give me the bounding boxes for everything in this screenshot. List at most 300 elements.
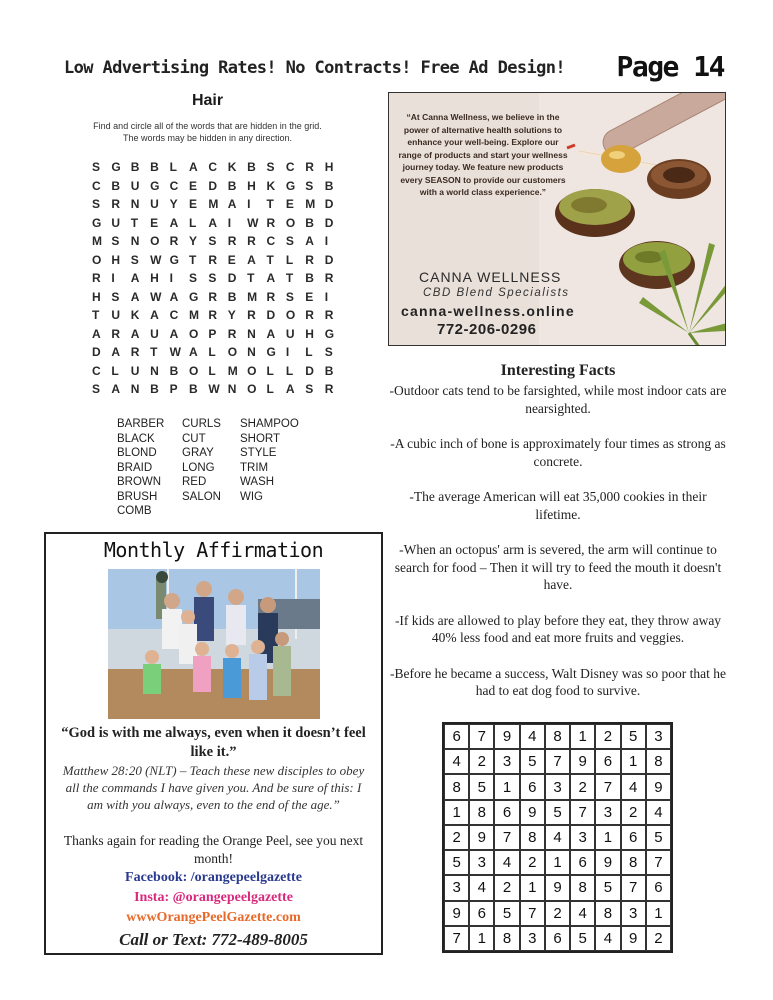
grid-letter[interactable]: O bbox=[247, 363, 257, 378]
grid-letter[interactable]: T bbox=[92, 308, 100, 322]
grid-letter[interactable]: D bbox=[324, 252, 334, 267]
word-search-word-list bbox=[117, 417, 299, 519]
grid-letter[interactable]: A bbox=[266, 271, 276, 285]
sudoku-cell[interactable]: 7 bbox=[646, 850, 671, 875]
sudoku-cell[interactable]: 7 bbox=[621, 875, 646, 900]
sudoku-cell[interactable]: 2 bbox=[520, 850, 545, 875]
grid-letter[interactable]: L bbox=[208, 363, 216, 378]
grid-letter[interactable]: O bbox=[150, 234, 160, 248]
grid-letter[interactable]: H bbox=[111, 252, 121, 267]
sudoku-cell[interactable]: 1 bbox=[494, 774, 519, 799]
word-list-item: BRAID bbox=[117, 461, 153, 474]
grid-letter[interactable]: A bbox=[188, 160, 198, 174]
grid-letter[interactable]: W bbox=[150, 289, 162, 304]
grid-letter[interactable]: O bbox=[285, 308, 296, 322]
word-list-item: RED bbox=[182, 476, 207, 488]
grid-letter[interactable]: B bbox=[305, 271, 314, 285]
grid-letter[interactable]: T bbox=[266, 252, 274, 267]
grid-letter[interactable]: N bbox=[247, 345, 256, 359]
grid-letter[interactable]: P bbox=[169, 382, 178, 396]
grid-letter[interactable]: E bbox=[188, 178, 197, 193]
grid-letter[interactable]: R bbox=[208, 308, 218, 322]
grid-letter[interactable]: R bbox=[227, 326, 237, 341]
fact-item: -Outdoor cats tend to be farsighted, while most indoor cats are nearsighted. bbox=[389, 383, 727, 416]
grid-letter[interactable]: I bbox=[227, 215, 232, 230]
affirmation-verse: Matthew 28:20 (NLT) – Teach these new disciples to obey all the commands I have given you. And be sure of this: I am with you always, even to the end of the age.” bbox=[62, 763, 365, 812]
sudoku-cell[interactable]: 9 bbox=[570, 749, 595, 774]
sudoku-cell[interactable]: 6 bbox=[520, 774, 545, 799]
grid-letter[interactable]: G bbox=[150, 178, 160, 193]
grid-row bbox=[92, 308, 344, 327]
grid-letter[interactable]: D bbox=[227, 271, 237, 285]
grid-letter[interactable]: R bbox=[324, 382, 334, 396]
grid-row bbox=[92, 160, 344, 179]
sudoku-cell[interactable]: 5 bbox=[545, 800, 570, 825]
fact-item: -Before he became a success, Walt Disney was so poor that he had to eat dog food to survive. bbox=[389, 665, 727, 698]
sudoku-cell[interactable]: 2 bbox=[469, 749, 494, 774]
grid-letter[interactable]: R bbox=[324, 308, 334, 322]
grid-letter[interactable]: K bbox=[130, 308, 140, 322]
grid-letter[interactable]: S bbox=[92, 197, 101, 211]
sudoku-cell[interactable]: 5 bbox=[444, 850, 469, 875]
grid-letter[interactable]: O bbox=[247, 382, 257, 396]
grid-letter[interactable]: O bbox=[188, 326, 199, 341]
grid-letter[interactable]: S bbox=[111, 289, 120, 304]
word-list-column-2 bbox=[182, 417, 240, 519]
grid-letter[interactable]: A bbox=[266, 326, 276, 341]
grid-letter[interactable]: S bbox=[188, 271, 197, 285]
call-or-text: Call or Text: 772-489-8005 bbox=[119, 930, 308, 949]
grid-letter[interactable]: G bbox=[324, 326, 335, 341]
sudoku-cell[interactable]: 8 bbox=[646, 749, 671, 774]
grid-letter[interactable]: W bbox=[247, 215, 259, 230]
grid-letter[interactable]: B bbox=[324, 363, 334, 378]
sudoku-cell[interactable]: 4 bbox=[570, 901, 595, 926]
sudoku-cell[interactable]: 8 bbox=[494, 926, 519, 951]
grid-letter[interactable]: T bbox=[285, 271, 294, 285]
grid-letter[interactable]: M bbox=[305, 197, 316, 211]
sudoku-cell[interactable]: 7 bbox=[444, 926, 469, 951]
grid-letter[interactable]: C bbox=[266, 234, 276, 248]
grid-letter[interactable]: B bbox=[150, 160, 159, 174]
grid-letter[interactable]: U bbox=[130, 178, 140, 193]
grid-letter[interactable]: S bbox=[208, 234, 217, 248]
sudoku-cell[interactable]: 7 bbox=[520, 901, 545, 926]
fact-item: -If kids are allowed to play before they eat, they throw away 40% less food and eat more fruits and veggies. bbox=[394, 612, 722, 645]
grid-letter[interactable]: A bbox=[247, 252, 256, 267]
sudoku-cell[interactable]: 2 bbox=[494, 875, 519, 900]
grid-letter[interactable]: S bbox=[285, 234, 294, 248]
family-photo bbox=[108, 569, 320, 719]
sudoku-cell[interactable]: 7 bbox=[595, 774, 620, 799]
sudoku-cell[interactable]: 2 bbox=[646, 926, 671, 951]
grid-letter[interactable]: B bbox=[227, 178, 237, 193]
sudoku-cell[interactable]: 4 bbox=[494, 850, 519, 875]
grid-letter[interactable]: L bbox=[188, 215, 197, 230]
grid-letter[interactable]: O bbox=[188, 363, 199, 378]
website-link[interactable]: wwwOrangePeelGazette.com bbox=[126, 910, 301, 925]
grid-letter[interactable]: R bbox=[247, 308, 256, 322]
word-list-item: SHAMPOO bbox=[240, 418, 299, 430]
sudoku-cell[interactable]: 3 bbox=[595, 800, 620, 825]
grid-letter[interactable]: M bbox=[227, 363, 238, 378]
sudoku-cell[interactable]: 1 bbox=[545, 850, 570, 875]
sudoku-cell[interactable]: 2 bbox=[545, 901, 570, 926]
word-list-item: CURLS bbox=[182, 418, 221, 430]
grid-letter[interactable]: S bbox=[305, 382, 314, 396]
grid-letter[interactable]: L bbox=[305, 345, 313, 359]
grid-letter[interactable]: N bbox=[227, 382, 237, 396]
sudoku-cell[interactable]: 8 bbox=[621, 850, 646, 875]
grid-letter[interactable]: B bbox=[130, 160, 140, 174]
grid-letter[interactable]: S bbox=[266, 160, 275, 174]
grid-letter[interactable]: S bbox=[92, 382, 101, 396]
grid-letter[interactable]: H bbox=[150, 271, 159, 285]
grid-letter[interactable]: S bbox=[92, 160, 101, 174]
sudoku-cell[interactable]: 3 bbox=[520, 926, 545, 951]
sudoku-cell[interactable]: 6 bbox=[621, 825, 646, 850]
grid-letter[interactable]: T bbox=[130, 215, 139, 230]
grid-letter[interactable]: S bbox=[305, 178, 314, 193]
grid-letter[interactable]: R bbox=[305, 160, 314, 174]
sudoku-cell[interactable]: 4 bbox=[444, 749, 469, 774]
sudoku-cell[interactable]: 8 bbox=[520, 825, 545, 850]
grid-letter[interactable]: N bbox=[130, 234, 140, 248]
grid-letter[interactable]: H bbox=[247, 178, 256, 193]
grid-letter[interactable]: B bbox=[188, 382, 198, 396]
sudoku-cell[interactable]: 9 bbox=[545, 875, 570, 900]
sudoku-cell[interactable]: 5 bbox=[520, 749, 545, 774]
grid-letter[interactable]: C bbox=[285, 160, 295, 174]
grid-letter[interactable]: N bbox=[130, 382, 140, 396]
grid-letter[interactable]: C bbox=[169, 178, 179, 193]
grid-letter[interactable]: L bbox=[285, 252, 294, 267]
grid-letter[interactable]: L bbox=[111, 363, 119, 378]
grid-letter[interactable]: N bbox=[247, 326, 256, 341]
sudoku-cell[interactable]: 4 bbox=[469, 875, 494, 900]
grid-letter[interactable]: O bbox=[92, 252, 102, 267]
sudoku-cell[interactable]: 8 bbox=[545, 724, 570, 749]
grid-letter[interactable]: M bbox=[188, 308, 199, 322]
word-search-title: Hair bbox=[191, 92, 224, 109]
sudoku-cell[interactable]: 2 bbox=[570, 774, 595, 799]
grid-letter[interactable]: E bbox=[227, 252, 236, 267]
sudoku-cell[interactable]: 8 bbox=[469, 800, 494, 825]
word-list-item: COMB bbox=[117, 505, 152, 517]
sudoku-cell[interactable]: 9 bbox=[595, 850, 620, 875]
sudoku-cell[interactable]: 1 bbox=[570, 724, 595, 749]
sudoku-cell[interactable]: 9 bbox=[469, 825, 494, 850]
grid-letter[interactable]: S bbox=[285, 289, 294, 304]
grid-letter[interactable]: L bbox=[208, 345, 216, 359]
grid-letter[interactable]: I bbox=[324, 289, 329, 304]
grid-letter[interactable]: R bbox=[227, 234, 237, 248]
sudoku-cell[interactable]: 5 bbox=[469, 774, 494, 799]
grid-letter[interactable]: R bbox=[266, 289, 276, 304]
word-list-item: SHORT bbox=[240, 432, 281, 445]
grid-letter[interactable]: H bbox=[92, 289, 101, 304]
affirmation-title: Monthly Affirmation bbox=[103, 538, 324, 562]
grid-letter[interactable]: U bbox=[150, 326, 159, 341]
grid-letter[interactable]: U bbox=[150, 197, 159, 211]
sudoku-cell[interactable]: 3 bbox=[621, 901, 646, 926]
grid-letter[interactable]: R bbox=[266, 215, 276, 230]
sudoku-cell[interactable]: 6 bbox=[545, 926, 570, 951]
grid-row bbox=[92, 216, 344, 235]
grid-letter[interactable]: S bbox=[324, 345, 333, 359]
grid-letter[interactable]: E bbox=[150, 215, 159, 230]
grid-letter[interactable]: N bbox=[150, 363, 159, 378]
sudoku-cell[interactable]: 4 bbox=[520, 724, 545, 749]
grid-letter[interactable]: O bbox=[227, 345, 238, 359]
grid-letter[interactable]: U bbox=[285, 326, 295, 341]
grid-letter[interactable]: R bbox=[111, 326, 121, 341]
grid-letter[interactable]: W bbox=[169, 345, 181, 359]
sudoku-cell[interactable]: 1 bbox=[520, 875, 545, 900]
grid-letter[interactable]: C bbox=[169, 308, 179, 322]
grid-letter[interactable]: D bbox=[324, 215, 334, 230]
grid-letter[interactable]: R bbox=[208, 252, 218, 267]
grid-letter[interactable]: G bbox=[92, 215, 102, 230]
grid-letter[interactable]: R bbox=[208, 289, 218, 304]
grid-letter[interactable]: A bbox=[130, 326, 140, 341]
grid-letter[interactable]: M bbox=[92, 234, 102, 248]
grid-letter[interactable]: L bbox=[169, 160, 177, 174]
grid-letter[interactable]: K bbox=[266, 178, 276, 193]
grid-letter[interactable]: S bbox=[208, 271, 217, 285]
grid-letter[interactable]: K bbox=[227, 160, 237, 174]
grid-letter[interactable]: A bbox=[227, 197, 237, 211]
sudoku-cell[interactable]: 1 bbox=[595, 825, 620, 850]
sudoku-cell[interactable]: 2 bbox=[444, 825, 469, 850]
grid-letter[interactable]: Y bbox=[188, 234, 197, 248]
grid-letter[interactable]: G bbox=[188, 289, 199, 304]
sudoku-cell[interactable]: 1 bbox=[469, 926, 494, 951]
sudoku-cell[interactable]: 6 bbox=[595, 749, 620, 774]
grid-letter[interactable]: A bbox=[169, 289, 179, 304]
affirmation-quote: “God is with me always, even when it doesn’t feel like it.” bbox=[61, 725, 366, 760]
instagram-link[interactable]: Insta: @orangepeelgazette bbox=[134, 890, 293, 905]
grid-letter[interactable]: L bbox=[285, 363, 294, 378]
sudoku-cell[interactable]: 8 bbox=[595, 901, 620, 926]
word-list-item: WIG bbox=[240, 490, 263, 503]
word-list-item: WASH bbox=[240, 476, 275, 488]
affirmation-thanks: Thanks again for reading the Orange Peel, see you next month! bbox=[63, 833, 364, 866]
grid-letter[interactable]: A bbox=[285, 382, 295, 396]
sudoku-cell[interactable]: 7 bbox=[494, 825, 519, 850]
grid-letter[interactable]: G bbox=[169, 252, 179, 267]
grid-letter[interactable]: T bbox=[150, 345, 158, 359]
sudoku-cell[interactable]: 5 bbox=[570, 926, 595, 951]
sudoku-cell[interactable]: 1 bbox=[646, 901, 671, 926]
ad-brand-name: CANNA WELLNESS bbox=[419, 269, 562, 285]
grid-row bbox=[92, 382, 344, 401]
grid-letter[interactable]: M bbox=[247, 289, 258, 304]
facts-title: Interesting Facts bbox=[500, 362, 616, 379]
grid-letter[interactable]: R bbox=[305, 308, 314, 322]
sudoku-cell[interactable]: 2 bbox=[595, 724, 620, 749]
sudoku-cell[interactable]: 2 bbox=[621, 800, 646, 825]
grid-letter[interactable]: A bbox=[130, 271, 140, 285]
grid-letter[interactable]: A bbox=[111, 382, 121, 396]
grid-letter[interactable]: Y bbox=[169, 197, 178, 211]
grid-letter[interactable]: B bbox=[305, 215, 314, 230]
grid-letter[interactable]: A bbox=[130, 289, 140, 304]
page-header bbox=[64, 50, 724, 84]
facebook-link[interactable]: Facebook: /orangepeelgazette bbox=[125, 870, 302, 885]
grid-letter[interactable]: B bbox=[247, 160, 256, 174]
grid-letter[interactable]: R bbox=[324, 271, 334, 285]
grid-letter[interactable]: B bbox=[169, 363, 179, 378]
grid-letter[interactable]: U bbox=[130, 363, 140, 378]
grid-letter[interactable]: I bbox=[169, 271, 173, 285]
grid-letter[interactable]: A bbox=[92, 326, 101, 341]
sudoku-cell[interactable]: 8 bbox=[444, 774, 469, 799]
sudoku-cell[interactable]: 3 bbox=[469, 850, 494, 875]
grid-letter[interactable]: I bbox=[247, 197, 251, 211]
grid-letter[interactable]: R bbox=[130, 345, 140, 359]
sudoku-cell[interactable]: 8 bbox=[570, 875, 595, 900]
word-list-item: LONG bbox=[182, 461, 215, 474]
word-list-item: BRUSH bbox=[117, 490, 158, 503]
grid-letter[interactable]: U bbox=[111, 308, 121, 322]
grid-row bbox=[92, 364, 344, 383]
grid-letter[interactable]: U bbox=[111, 215, 121, 230]
grid-row bbox=[92, 253, 344, 272]
grid-letter[interactable]: L bbox=[266, 363, 274, 378]
sudoku-cell[interactable]: 7 bbox=[545, 749, 570, 774]
grid-row bbox=[92, 271, 344, 290]
sudoku-cell[interactable]: 6 bbox=[444, 724, 469, 749]
grid-letter[interactable]: S bbox=[130, 252, 139, 267]
grid-letter[interactable]: A bbox=[111, 345, 121, 359]
grid-letter[interactable]: R bbox=[247, 234, 256, 248]
grid-letter[interactable]: C bbox=[92, 363, 101, 378]
grid-letter[interactable]: A bbox=[169, 215, 179, 230]
grid-letter[interactable]: W bbox=[208, 382, 220, 396]
grid-letter[interactable]: A bbox=[150, 308, 159, 322]
grid-letter[interactable]: P bbox=[208, 326, 217, 341]
sudoku-cell[interactable]: 6 bbox=[494, 800, 519, 825]
sudoku-cell[interactable]: 4 bbox=[545, 825, 570, 850]
sudoku-cell[interactable]: 6 bbox=[646, 875, 671, 900]
grid-letter[interactable]: C bbox=[208, 160, 218, 174]
grid-row bbox=[92, 327, 344, 346]
grid-letter[interactable]: O bbox=[285, 215, 296, 230]
grid-row bbox=[92, 197, 344, 216]
sudoku-cell[interactable]: 3 bbox=[444, 875, 469, 900]
grid-letter[interactable]: S bbox=[111, 234, 120, 248]
sudoku-grid bbox=[442, 722, 673, 953]
grid-letter[interactable]: C bbox=[92, 178, 101, 193]
sudoku-cell[interactable]: 3 bbox=[545, 774, 570, 799]
grid-letter[interactable]: E bbox=[305, 289, 314, 304]
sudoku-cell[interactable]: 6 bbox=[570, 850, 595, 875]
sudoku-cell[interactable]: 9 bbox=[646, 774, 671, 799]
fact-item: -The average American will eat 35,000 cookies in their lifetime. bbox=[409, 489, 707, 522]
sudoku-cell[interactable]: 3 bbox=[646, 724, 671, 749]
fact-item: -When an octopus' arm is severed, the arm will continue to search for food – Then it will try to feed the mouth it doesn't have. bbox=[394, 542, 722, 592]
sudoku-cell[interactable]: 7 bbox=[469, 724, 494, 749]
sudoku-cell[interactable]: 5 bbox=[646, 825, 671, 850]
sudoku-cell[interactable]: 5 bbox=[595, 875, 620, 900]
grid-letter[interactable]: T bbox=[188, 252, 197, 267]
sudoku-cell[interactable]: 1 bbox=[444, 800, 469, 825]
grid-letter[interactable]: E bbox=[285, 197, 294, 211]
grid-letter[interactable]: Y bbox=[227, 308, 236, 322]
sudoku-cell[interactable]: 9 bbox=[520, 800, 545, 825]
grid-letter[interactable]: T bbox=[266, 197, 274, 211]
grid-letter[interactable]: I bbox=[324, 234, 329, 248]
grid-letter[interactable]: D bbox=[266, 308, 276, 322]
grid-letter[interactable]: I bbox=[111, 271, 115, 285]
word-list-column-3 bbox=[240, 417, 299, 519]
word-list-item: BLACK bbox=[117, 432, 155, 445]
grid-letter[interactable]: A bbox=[169, 326, 179, 341]
sudoku-cell[interactable]: 4 bbox=[595, 926, 620, 951]
grid-letter[interactable]: R bbox=[169, 234, 179, 248]
grid-letter[interactable]: D bbox=[305, 363, 314, 378]
grid-letter[interactable]: G bbox=[266, 345, 276, 359]
ad-website: canna-wellness.online bbox=[401, 303, 575, 319]
sudoku-cell[interactable]: 9 bbox=[621, 926, 646, 951]
word-search-grid bbox=[92, 160, 344, 401]
sudoku-cell[interactable]: 5 bbox=[621, 724, 646, 749]
grid-letter[interactable]: D bbox=[208, 178, 218, 193]
grid-letter[interactable]: M bbox=[208, 197, 219, 211]
grid-letter[interactable]: A bbox=[305, 234, 314, 248]
grid-letter[interactable]: B bbox=[111, 178, 121, 193]
word-list-item: SALON bbox=[182, 490, 221, 503]
grid-letter[interactable]: G bbox=[285, 178, 296, 193]
grid-letter[interactable]: N bbox=[130, 197, 140, 211]
sudoku-cell[interactable]: 6 bbox=[469, 901, 494, 926]
grid-letter[interactable]: D bbox=[92, 345, 101, 359]
interesting-facts bbox=[388, 362, 728, 718]
grid-letter[interactable]: I bbox=[285, 345, 290, 359]
grid-letter[interactable]: R bbox=[111, 197, 121, 211]
grid-letter[interactable]: B bbox=[227, 289, 237, 304]
grid-letter[interactable]: G bbox=[111, 160, 121, 174]
instructions-line-2: The words may be hidden in any direction. bbox=[122, 133, 293, 143]
sudoku-cell[interactable]: 4 bbox=[646, 800, 671, 825]
grid-row bbox=[92, 290, 344, 309]
sudoku-cell[interactable]: 4 bbox=[621, 774, 646, 799]
page-number: Page 14 bbox=[616, 50, 724, 83]
sudoku-cell[interactable]: 7 bbox=[570, 800, 595, 825]
sudoku-cell[interactable]: 3 bbox=[494, 749, 519, 774]
word-search-instructions bbox=[0, 120, 415, 144]
sudoku-cell[interactable]: 9 bbox=[494, 724, 519, 749]
grid-letter[interactable]: W bbox=[150, 252, 162, 267]
grid-letter[interactable]: H bbox=[305, 326, 314, 341]
sudoku-cell[interactable]: 1 bbox=[621, 749, 646, 774]
grid-letter[interactable]: E bbox=[188, 197, 197, 211]
grid-letter[interactable]: B bbox=[324, 178, 334, 193]
grid-letter[interactable]: R bbox=[305, 252, 314, 267]
grid-letter[interactable]: B bbox=[150, 382, 159, 396]
grid-letter[interactable]: T bbox=[247, 271, 255, 285]
sudoku-cell[interactable]: 5 bbox=[494, 901, 519, 926]
grid-letter[interactable]: L bbox=[266, 382, 274, 396]
grid-letter[interactable]: A bbox=[188, 345, 198, 359]
grid-letter[interactable]: D bbox=[324, 197, 334, 211]
sudoku-cell[interactable]: 3 bbox=[570, 825, 595, 850]
grid-letter[interactable]: A bbox=[208, 215, 218, 230]
grid-letter[interactable]: R bbox=[92, 271, 101, 285]
sudoku-cell[interactable]: 9 bbox=[444, 901, 469, 926]
grid-letter[interactable]: H bbox=[324, 160, 334, 174]
